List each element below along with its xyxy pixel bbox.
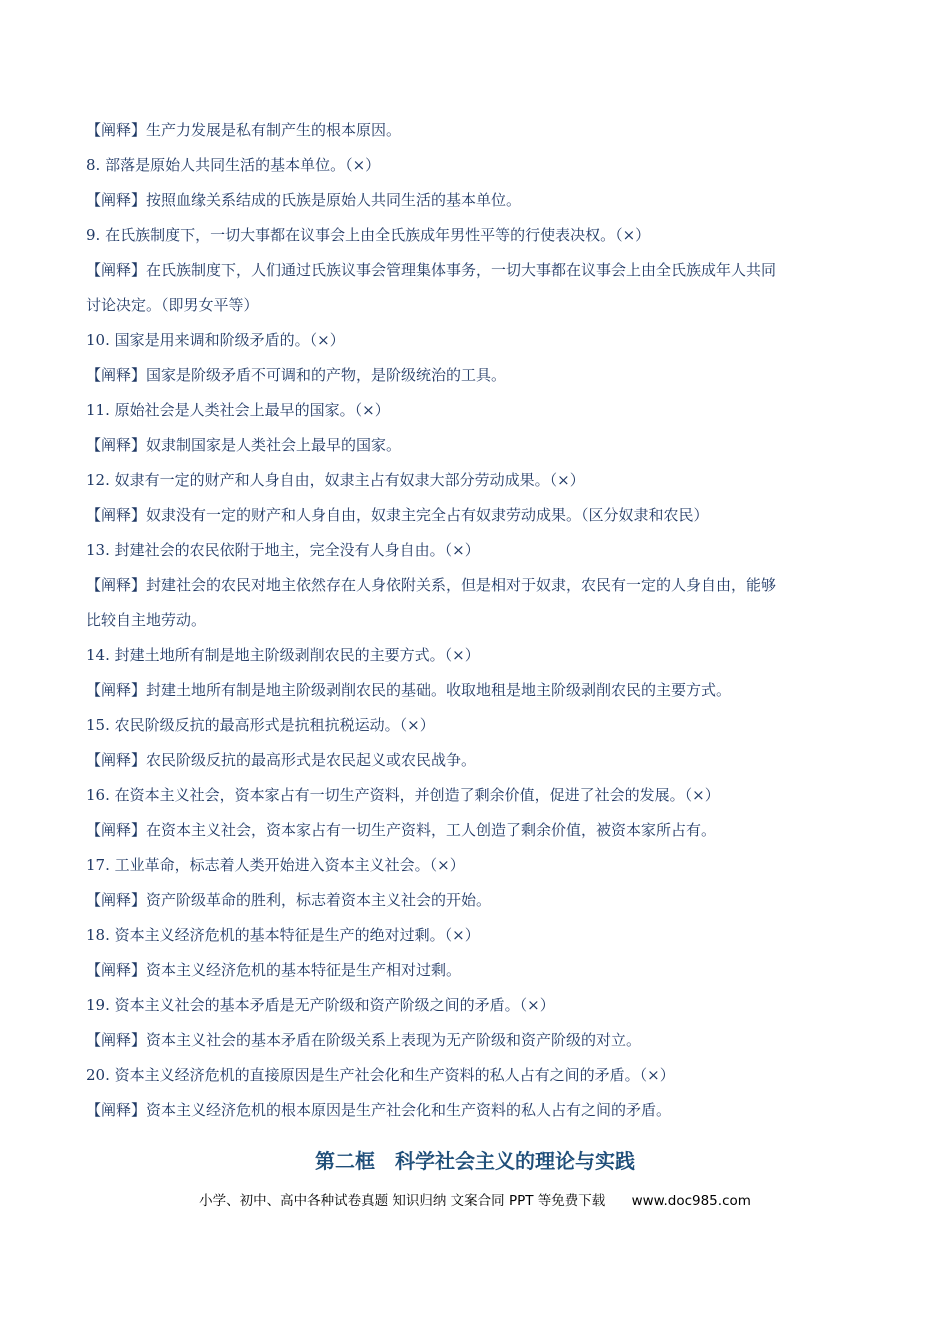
explanation-continuation: 讨论决定。（即男女平等） [86, 296, 259, 314]
explanation-line: 【阐释】国家是阶级矛盾不可调和的产物，是阶级统治的工具。 [86, 366, 507, 384]
explanation-line: 【阐释】农民阶级反抗的最高形式是农民起义或农民战争。 [86, 751, 477, 769]
question-line: 18. 资本主义经济危机的基本特征是生产的绝对过剩。（×） [86, 926, 480, 944]
explanation-line: 【阐释】资产阶级革命的胜利，标志着资本主义社会的开始。 [86, 891, 492, 909]
question-line: 16. 在资本主义社会，资本家占有一切生产资料，并创造了剩余价值，促进了社会的发展。（×） [86, 786, 720, 804]
explanation-line: 【阐释】按照血缘关系结成的氏族是原始人共同生活的基本单位。 [86, 191, 522, 209]
question-line: 12. 奴隶有一定的财产和人身自由，奴隶主占有奴隶大部分劳动成果。（×） [86, 471, 585, 489]
footer-text: 小学、初中、高中各种试卷真题 知识归纳 文案合同 PPT 等免费下载 [199, 1193, 606, 1209]
question-line: 13. 封建社会的农民依附于地主，完全没有人身自由。（×） [86, 541, 480, 559]
question-line: 17. 工业革命，标志着人类开始进入资本主义社会。（×） [86, 856, 465, 874]
question-line: 8. 部落是原始人共同生活的基本单位。（×） [86, 156, 381, 174]
question-line: 15. 农民阶级反抗的最高形式是抗租抗税运动。（×） [86, 716, 435, 734]
section-title: 第二框 科学社会主义的理论与实践 [315, 1149, 635, 1173]
explanation-line: 【阐释】资本主义经济危机的根本原因是生产社会化和生产资料的私人占有之间的矛盾。 [86, 1101, 672, 1119]
question-line: 11. 原始社会是人类社会上最早的国家。（×） [86, 401, 390, 419]
footer [0, 1190, 950, 1212]
explanation-line: 【阐释】封建土地所有制是地主阶级剥削农民的基础。收取地租是地主阶级剥削农民的主要方式。 [86, 681, 732, 699]
explanation-line: 【阐释】封建社会的农民对地主依然存在人身依附关系，但是相对于奴隶，农民有一定的人身自由，能够 [86, 576, 777, 594]
question-line: 10. 国家是用来调和阶级矛盾的。（×） [86, 331, 345, 349]
question-line: 19. 资本主义社会的基本矛盾是无产阶级和资产阶级之间的矛盾。（×） [86, 996, 555, 1014]
explanation-line: 【阐释】在资本主义社会，资本家占有一切生产资料，工人创造了剩余价值，被资本家所占有。 [86, 821, 717, 839]
explanation-line: 【阐释】资本主义经济危机的基本特征是生产相对过剩。 [86, 961, 462, 979]
explanation-line: 【阐释】奴隶没有一定的财产和人身自由，奴隶主完全占有奴隶劳动成果。（区分奴隶和农民） [86, 506, 709, 524]
explanation-line: 【阐释】生产力发展是私有制产生的根本原因。 [86, 121, 402, 139]
qa-list [86, 113, 876, 1128]
explanation-continuation: 比较自主地劳动。 [86, 611, 207, 629]
explanation-line: 【阐释】奴隶制国家是人类社会上最早的国家。 [86, 436, 402, 454]
footer-url[interactable]: www.doc985.com [631, 1193, 751, 1209]
question-line: 9. 在氏族制度下，一切大事都在议事会上由全氏族成年男性平等的行使表决权。（×） [86, 226, 651, 244]
explanation-line: 【阐释】在氏族制度下，人们通过氏族议事会管理集体事务，一切大事都在议事会上由全氏族成年人共同 [86, 261, 777, 279]
explanation-line: 【阐释】资本主义社会的基本矛盾在阶级关系上表现为无产阶级和资产阶级的对立。 [86, 1031, 642, 1049]
question-line: 14. 封建土地所有制是地主阶级剥削农民的主要方式。（×） [86, 646, 480, 664]
question-line: 20. 资本主义经济危机的直接原因是生产社会化和生产资料的私人占有之间的矛盾。（×） [86, 1066, 675, 1084]
